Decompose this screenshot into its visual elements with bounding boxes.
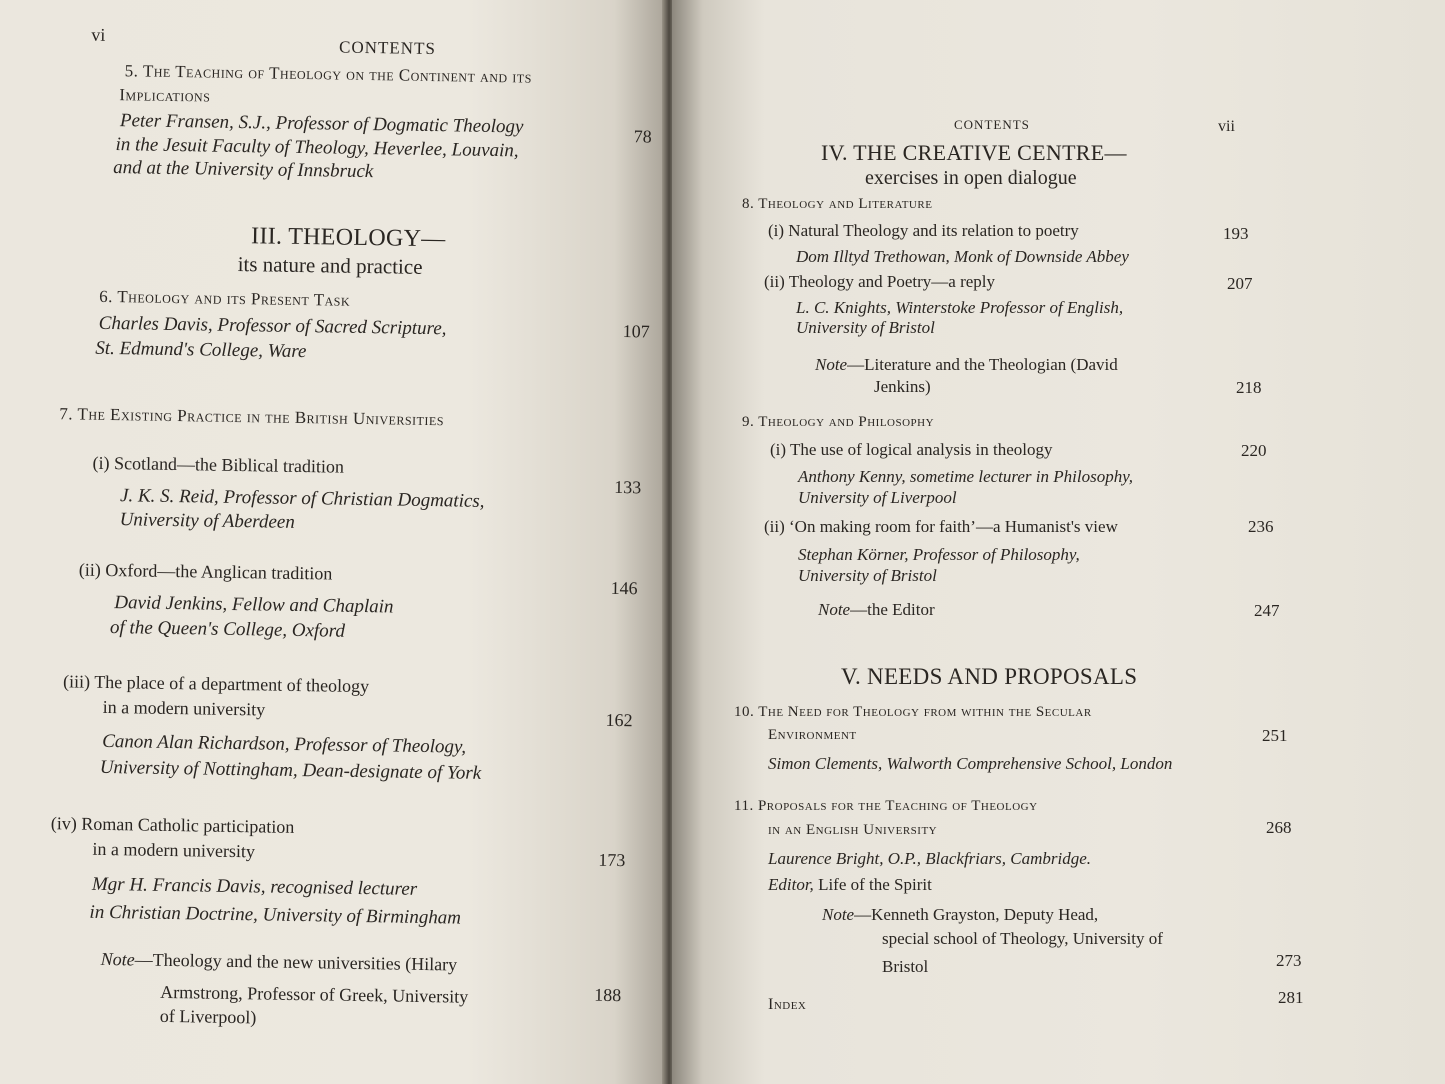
entry8-sub-i-page: 193	[1223, 224, 1249, 243]
entry6-author-line2: St. Edmund's College, Ware	[95, 337, 307, 363]
entry7-sub-i-page: 133	[614, 476, 642, 498]
entry7-sub-iv-label-line1: (iv) Roman Catholic participation	[50, 813, 295, 837]
entry9-title: 9. Theology and Philosophy	[742, 414, 935, 430]
entry9-sub-ii-author-line1: Stephan Körner, Professor of Philosophy,	[798, 545, 1080, 564]
right-page-text	[672, 0, 1445, 1084]
entry10-title-line2: Environment	[768, 727, 857, 743]
entry7-sub-ii-author-line2: of the Queen's College, Oxford	[109, 617, 346, 642]
entry7-note-line2: Armstrong, Professor of Greek, University	[160, 981, 469, 1007]
entry5-title-line2: Implications	[119, 85, 211, 106]
entry7-sub-iv-label-line2: in a modern university	[92, 838, 256, 862]
entry11-note-page: 273	[1276, 951, 1302, 970]
entry9-note-text: —the Editor	[850, 600, 935, 619]
entry8-sub-i-label: (i) Natural Theology and its relation to poetry	[768, 221, 1079, 240]
entry9-sub-i-label: (i) The use of logical analysis in theology	[770, 440, 1053, 459]
entry9-sub-ii-label: (ii) ‘On making room for faith’—a Humanist's view	[764, 517, 1118, 536]
entry11-note-prefix: Note	[822, 905, 855, 924]
entry7-sub-i-author-line1: J. K. S. Reid, Professor of Christian Dogmatics,	[119, 485, 485, 512]
entry11-title-line1: 11. Proposals for the Teaching of Theology	[734, 798, 1038, 814]
entry8-title: 8. Theology and Literature	[742, 196, 933, 212]
entry11-page: 268	[1266, 818, 1292, 837]
entry8-note-prefix: Note	[815, 355, 848, 374]
entry5-author-line3: and at the University of Innsbruck	[113, 157, 374, 183]
entry7-note-text1: —Theology and the new universities (Hilary	[134, 949, 458, 975]
entry8-sub-ii-author-line2: University of Bristol	[796, 318, 935, 337]
entry11-note-text1: —Kenneth Grayston, Deputy Head,	[854, 905, 1099, 924]
entry8-sub-ii-author-line1: L. C. Knights, Winterstoke Professor of English,	[796, 298, 1124, 317]
entry7-sub-iv-author-line2: in Christian Doctrine, University of Birmingham	[89, 901, 462, 929]
entry8-sub-ii-page: 207	[1227, 274, 1253, 293]
part3-title: III. THEOLOGY—	[250, 223, 446, 253]
entry9-sub-ii-page: 236	[1248, 517, 1274, 536]
entry8-note-text1: —Literature and the Theologian (David	[847, 355, 1118, 374]
entry7-sub-iv-author-line1: Mgr H. Francis Davis, recognised lecturer	[91, 873, 418, 900]
entry11-note-line3: Bristol	[882, 957, 929, 976]
entry5-author-line1: Peter Fransen, S.J., Professor of Dogmatic Theology	[119, 110, 524, 138]
entry9-sub-i-author-line1: Anthony Kenny, sometime lecturer in Philosophy,	[798, 467, 1134, 486]
entry9-note	[818, 600, 935, 620]
page-number-right: vii	[1218, 118, 1235, 135]
entry7-sub-iii-label-line1: (iii) The place of a department of theology	[62, 671, 370, 697]
entry5-author-line2: in the Jesuit Faculty of Theology, Heverlee, Louvain,	[115, 134, 519, 162]
entry8-note-line1	[815, 355, 1118, 375]
entry7-title: 7. The Existing Practice in the British Universities	[59, 404, 445, 430]
entry7-sub-iii-author-line2: University of Nottingham, Dean-designate of York	[99, 756, 482, 784]
right-page	[672, 0, 1445, 1084]
entry11-author-line2-rest: Life of the Spirit	[818, 875, 932, 894]
part3-subtitle: its nature and practice	[237, 251, 423, 279]
entry8-note-line2: Jenkins)	[874, 377, 931, 396]
entry7-note-page: 188	[594, 984, 622, 1006]
entry10-page: 251	[1262, 726, 1288, 745]
entry8-sub-ii-label: (ii) Theology and Poetry—a reply	[764, 272, 996, 291]
running-head-right: CONTENTS	[954, 117, 1030, 132]
page-number-left: vi	[91, 24, 106, 45]
entry10-title-line1: 10. The Need for Theology from within the Secular	[734, 704, 1092, 720]
entry11-note-line2: special school of Theology, University of	[882, 929, 1163, 948]
entry7-sub-iv-page: 173	[598, 849, 626, 871]
entry5-page: 78	[633, 126, 652, 147]
entry7-note-line1	[101, 949, 458, 976]
entry8-sub-i-author: Dom Illtyd Trethowan, Monk of Downside Abbey	[796, 247, 1129, 266]
entry11-title-line2: in an English University	[768, 822, 938, 838]
entry7-sub-i-label: (i) Scotland—the Biblical tradition	[92, 452, 345, 477]
part4-subtitle: exercises in open dialogue	[865, 167, 1077, 189]
entry5-title-line1: 5. The Teaching of Theology on the Continent and its	[124, 61, 533, 87]
entry8-note-page: 218	[1236, 378, 1262, 397]
entry7-note-line3: of Liverpool)	[159, 1005, 257, 1028]
running-head-left: CONTENTS	[338, 37, 437, 59]
entry9-sub-i-author-line2: University of Liverpool	[798, 488, 957, 507]
entry11-author-line2	[768, 875, 932, 895]
index-label: Index	[768, 996, 807, 1013]
entry7-sub-iii-page: 162	[605, 709, 633, 731]
entry11-author-line2-prefix: Editor,	[768, 875, 814, 894]
entry6-page: 107	[622, 321, 650, 342]
left-page-text	[0, 0, 668, 1084]
part5-title: V. NEEDS AND PROPOSALS	[841, 664, 1138, 689]
entry11-note-line1	[822, 905, 1098, 925]
entry9-sub-ii-author-line2: University of Bristol	[798, 566, 937, 585]
entry7-note-prefix: Note	[100, 948, 135, 970]
entry9-sub-i-page: 220	[1241, 441, 1267, 460]
entry7-sub-i-author-line2: University of Aberdeen	[119, 509, 295, 533]
entry11-author-line1: Laurence Bright, O.P., Blackfriars, Cambridge.	[768, 849, 1091, 868]
index-page: 281	[1278, 988, 1304, 1007]
entry10-author: Simon Clements, Walworth Comprehensive School, London	[768, 754, 1173, 773]
left-page	[0, 0, 668, 1084]
entry6-title: 6. Theology and its Present Task	[99, 286, 351, 310]
entry9-note-prefix: Note	[818, 600, 851, 619]
entry7-sub-ii-author-line1: David Jenkins, Fellow and Chaplain	[114, 592, 394, 618]
entry6-author-line1: Charles Davis, Professor of Sacred Scripture,	[98, 312, 447, 340]
entry7-sub-iii-author-line1: Canon Alan Richardson, Professor of Theology,	[102, 730, 467, 758]
entry7-sub-iii-label-line2: in a modern university	[102, 696, 266, 720]
entry7-sub-ii-label: (ii) Oxford—the Anglican tradition	[78, 559, 333, 584]
part4-title: IV. THE CREATIVE CENTRE—	[821, 140, 1127, 165]
entry9-note-page: 247	[1254, 601, 1280, 620]
entry7-sub-ii-page: 146	[610, 577, 638, 599]
